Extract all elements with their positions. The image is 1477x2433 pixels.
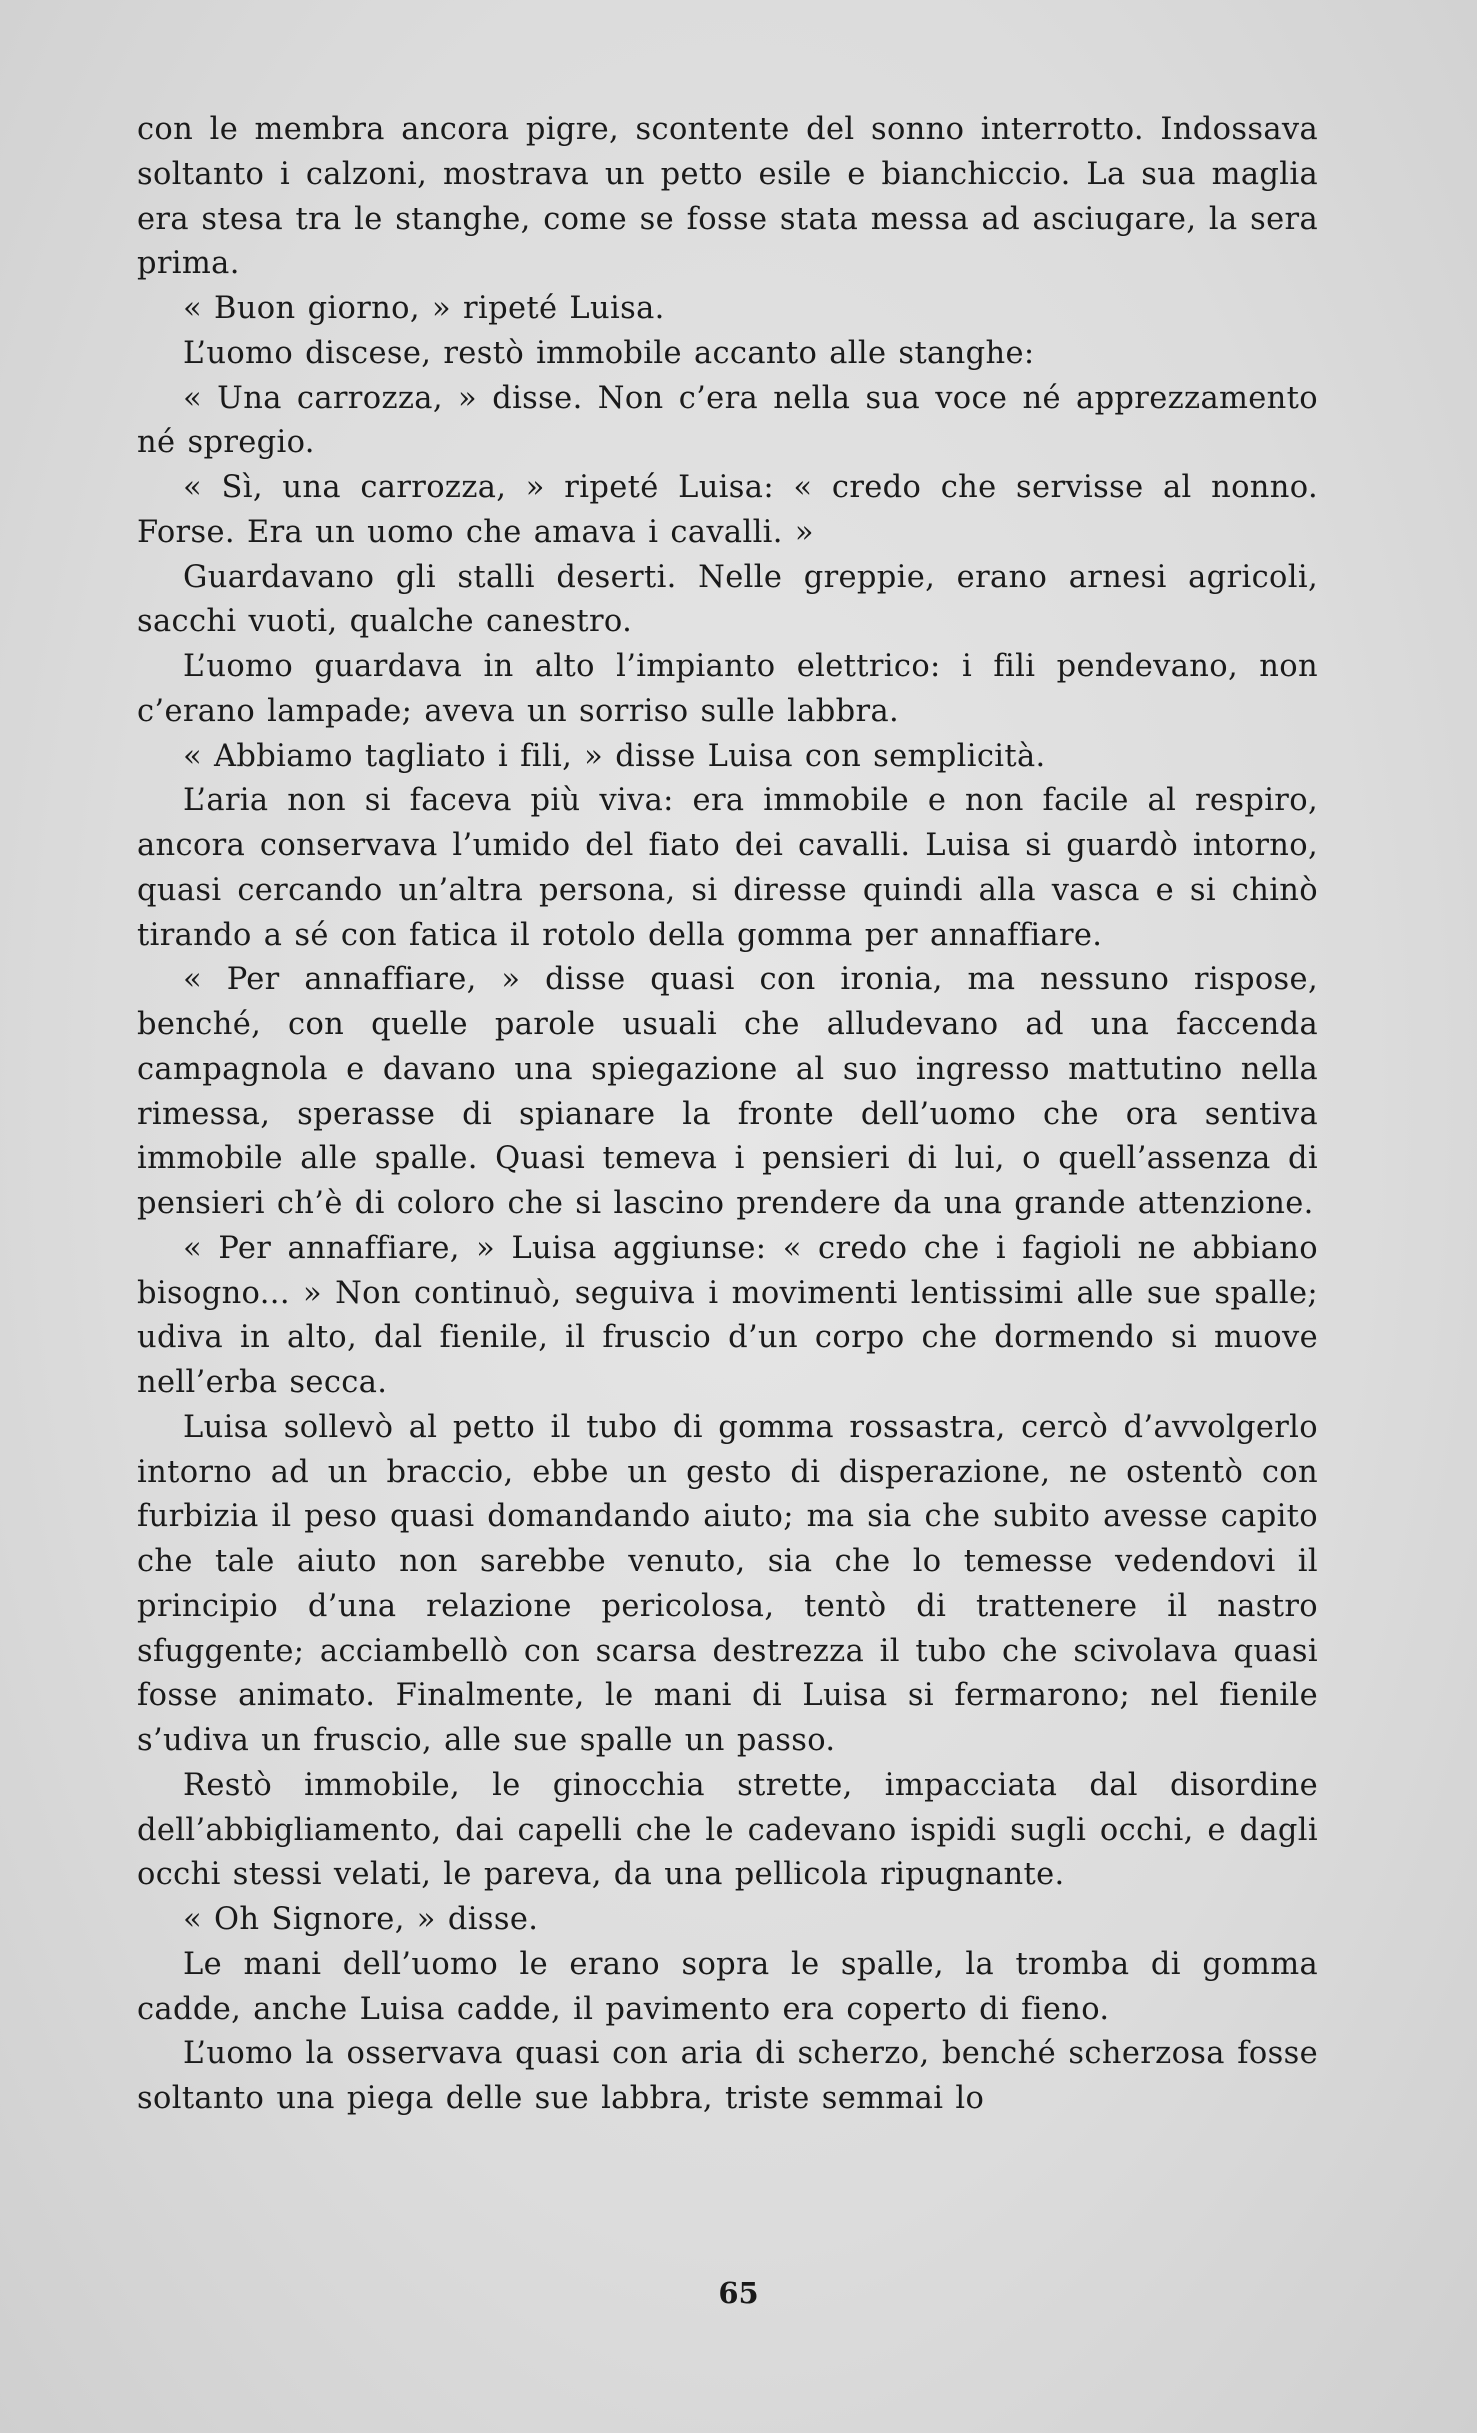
page-number: 65 xyxy=(718,2276,759,2310)
paragraph: Le mani dell’uomo le erano sopra le spalle, la tromba di gomma cadde, anche Luisa cadde, il pavimento era coperto di fieno. xyxy=(137,1946,1318,2027)
paragraph: « Oh Signore, » disse. xyxy=(183,1902,539,1937)
paragraph: « Per annaffiare, » Luisa aggiunse: « credo che i fagioli ne abbiano bisogno... » Non continuò, seguiva i movimenti lentissimi alle sue spalle; udiva in alto, dal fienile, il fruscio d’un corpo che dormendo si muove nell’erba secca. xyxy=(137,1230,1318,1400)
paragraph: Guardavano gli stalli deserti. Nelle greppie, erano arnesi agricoli, sacchi vuoti, qualche canestro. xyxy=(137,559,1318,640)
paragraph: « Abbiamo tagliato i fili, » disse Luisa con semplicità. xyxy=(183,738,1046,774)
paragraph: « Buon giorno, » ripeté Luisa. xyxy=(183,291,665,326)
paragraph: « Una carrozza, » disse. Non c’era nella sua voce né apprezzamento né spregio. xyxy=(137,380,1318,461)
body-text xyxy=(137,108,1318,2122)
paragraph: « Per annaffiare, » disse quasi con ironia, ma nessuno rispose, benché, con quelle parole usuali che alludevano ad una faccenda campagnola e davano una spiegazione al suo ingresso mattutino nella rimessa, sperasse di spianare la fronte dell’uomo che ora sentiva immobile alle spalle. Quasi temeva i pensieri di lui, o quell’assenza di pensieri ch’è di coloro che si lascino prendere da una grande attenzione. xyxy=(137,962,1318,1221)
paragraph: L’aria non si faceva più viva: era immobile e non facile al respiro, ancora conservava l’umido del fiato dei cavalli. Luisa si guardò intorno, quasi cercando un’altra persona, si diresse quindi alla vasca e si chinò tirando a sé con fatica il rotolo della gomma per annaffiare. xyxy=(137,783,1318,953)
paragraph: « Sì, una carrozza, » ripeté Luisa: « credo che servisse al nonno. Forse. Era un uomo che amava i cavalli. » xyxy=(137,470,1318,550)
paragraph: Luisa sollevò al petto il tubo di gomma rossastra, cercò d’avvolgerlo intorno ad un braccio, ebbe un gesto di disperazione, ne ostentò con furbizia il peso quasi domandando aiuto; ma sia che subito avesse capito che tale aiuto non sarebbe venuto, sia che lo temesse vedendovi il principio d’una relazione pericolosa, tentò di trattenere il nastro sfuggente; acciambellò con scarsa destrezza il tubo che scivolava quasi fosse animato. Finalmente, le mani di Luisa si fermarono; nel fienile s’udiva un fruscio, alle sue spalle un passo. xyxy=(137,1409,1318,1758)
paragraph: L’uomo la osservava quasi con aria di scherzo, benché scherzosa fosse soltanto una piega delle sue labbra, triste semmai lo xyxy=(137,2036,1318,2116)
paragraph: Restò immobile, le ginocchia strette, impacciata dal disordine dell’abbigliamento, dai capelli che le cadevano ispidi sugli occhi, e dagli occhi stessi velati, le pareva, da una pellicola ripugnante. xyxy=(137,1767,1318,1893)
paragraph: L’uomo discese, restò immobile accanto alle stanghe: xyxy=(183,335,1035,371)
paragraph: L’uomo guardava in alto l’impianto elettrico: i fili pendevano, non c’erano lampade; aveva un sorriso sulle labbra. xyxy=(137,649,1318,729)
paragraph: con le membra ancora pigre, scontente del sonno interrotto. Indossava soltanto i calzoni, mostrava un petto esile e bianchiccio. La sua maglia era stesa tra le stanghe, come se fosse stata messa ad asciugare, la sera prima. xyxy=(137,112,1318,282)
